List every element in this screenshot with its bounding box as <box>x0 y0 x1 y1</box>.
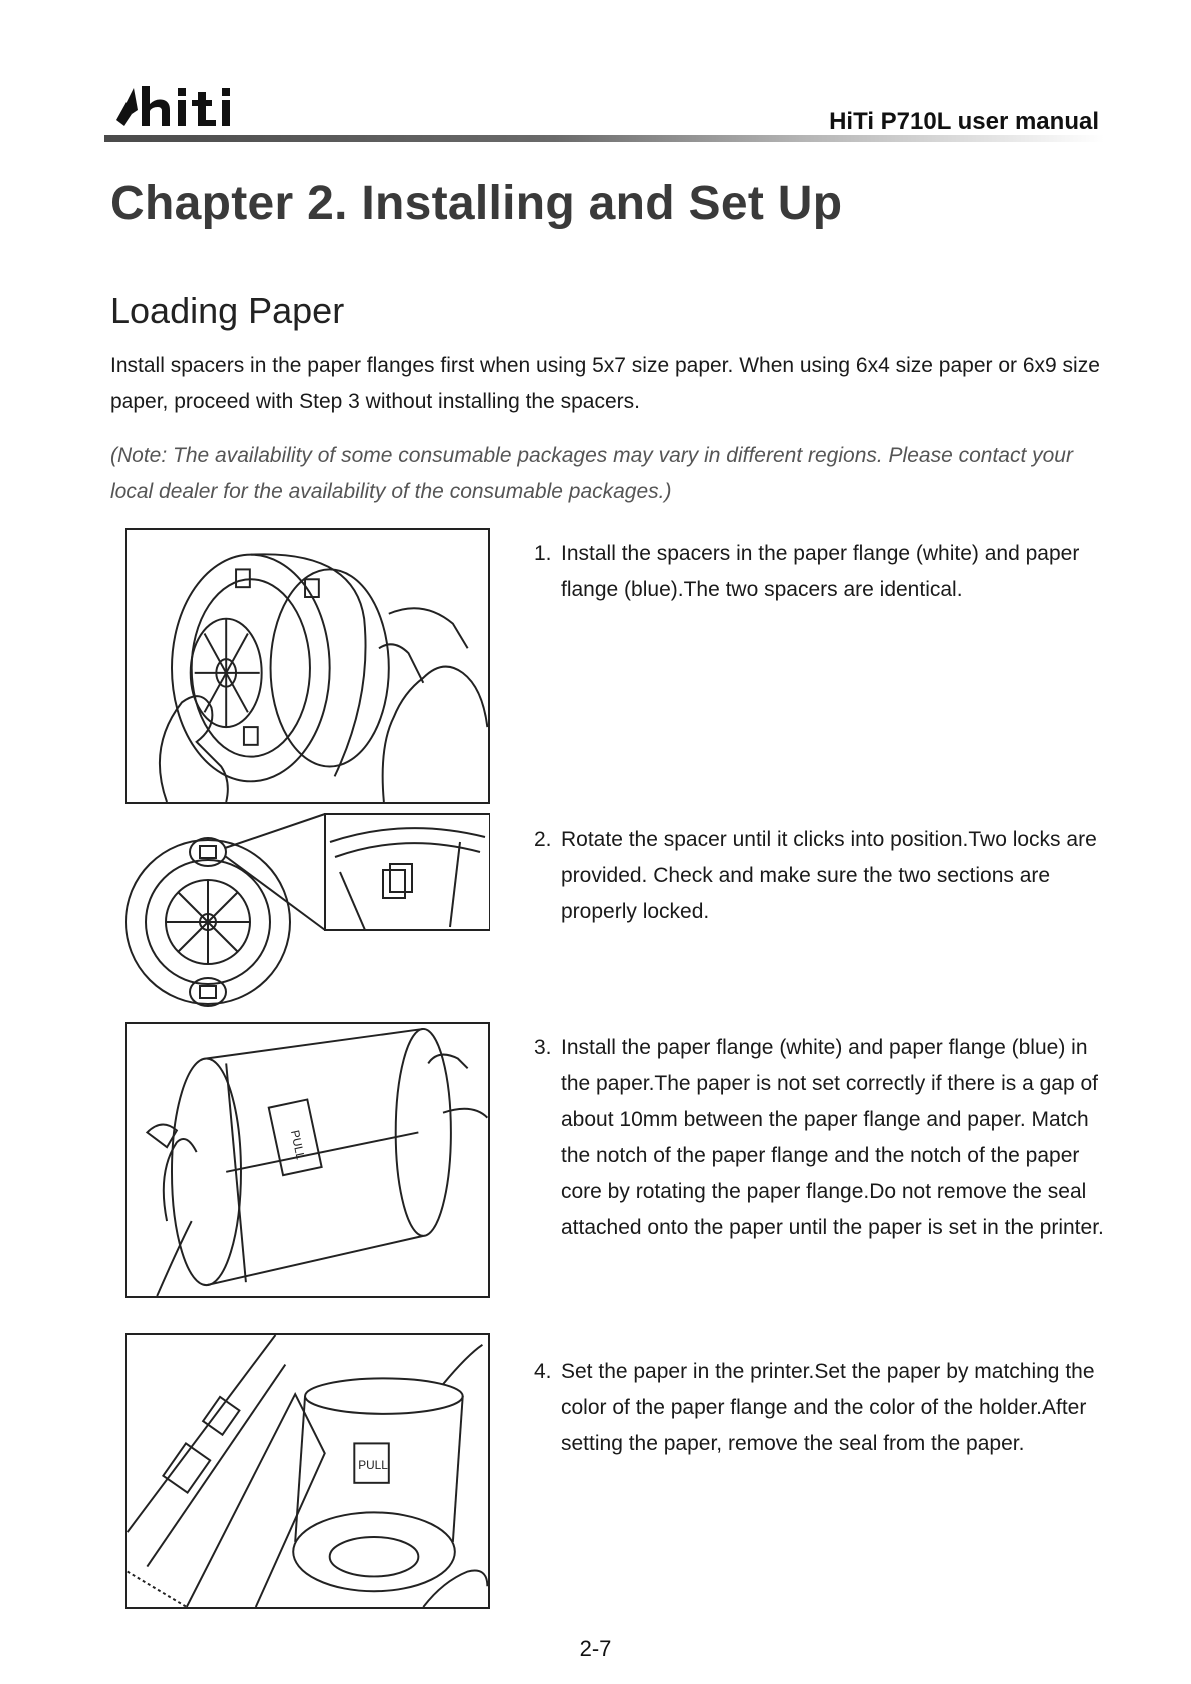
step-2 <box>534 822 1104 930</box>
step-1 <box>534 536 1104 608</box>
figure-step-3 <box>125 1022 490 1298</box>
note-paragraph: (Note: The availability of some consumable packages may vary in different regions. Please contact your local dealer for the availability of the consumable packages.) <box>110 444 1073 503</box>
intro-paragraph: Install spacers in the paper flanges first when using 5x7 size paper. When using 6x4 size paper or 6x9 size paper, proceed with Step 3 without installing the spacers. <box>110 354 1100 413</box>
step-text: Install the spacers in the paper flange (white) and paper flange (blue).The two spacers are identical. <box>561 542 1080 601</box>
hiti-logo <box>112 80 272 140</box>
figure-step-4 <box>125 1333 490 1609</box>
pull-label-2: PULL <box>358 1458 388 1473</box>
figure-step-1 <box>125 528 490 804</box>
step-text: Install the paper flange (white) and paper flange (blue) in the paper.The paper is not set correctly if there is a gap of about 10mm between the paper flange and paper. Match the notch of the paper flange and the notch of the paper core by rotating the paper flange.Do not remove the seal attached onto the paper until the paper is set in the printer. <box>561 1036 1104 1239</box>
step-number: 3. <box>534 1036 552 1059</box>
spacer-lock-illustration <box>125 812 490 1012</box>
header-divider <box>104 135 1104 142</box>
step-text: Set the paper in the printer.Set the paper by matching the color of the paper flange and the color of the holder.After setting the paper, remove the seal from the paper. <box>561 1360 1095 1455</box>
step-3 <box>534 1030 1104 1246</box>
step-number: 2. <box>534 828 552 851</box>
paper-roll-flange-illustration <box>127 1024 488 1296</box>
pull-label-1: PULL <box>287 1128 308 1161</box>
step-4 <box>534 1354 1104 1462</box>
flange-spacer-illustration <box>127 530 488 802</box>
step-text: Rotate the spacer until it clicks into position.Two locks are provided. Check and make sure the two sections are properly locked. <box>561 828 1097 923</box>
figure-step-2 <box>125 812 490 1012</box>
section-title: Loading Paper <box>110 290 345 331</box>
step-number: 4. <box>534 1360 552 1383</box>
step-number: 1. <box>534 542 552 565</box>
page-number: 2-7 <box>579 1636 612 1661</box>
chapter-title: Chapter 2. Installing and Set Up <box>110 177 843 230</box>
manual-title: HiTi P710L user manual <box>829 108 1099 135</box>
printer-paper-illustration <box>127 1335 488 1607</box>
